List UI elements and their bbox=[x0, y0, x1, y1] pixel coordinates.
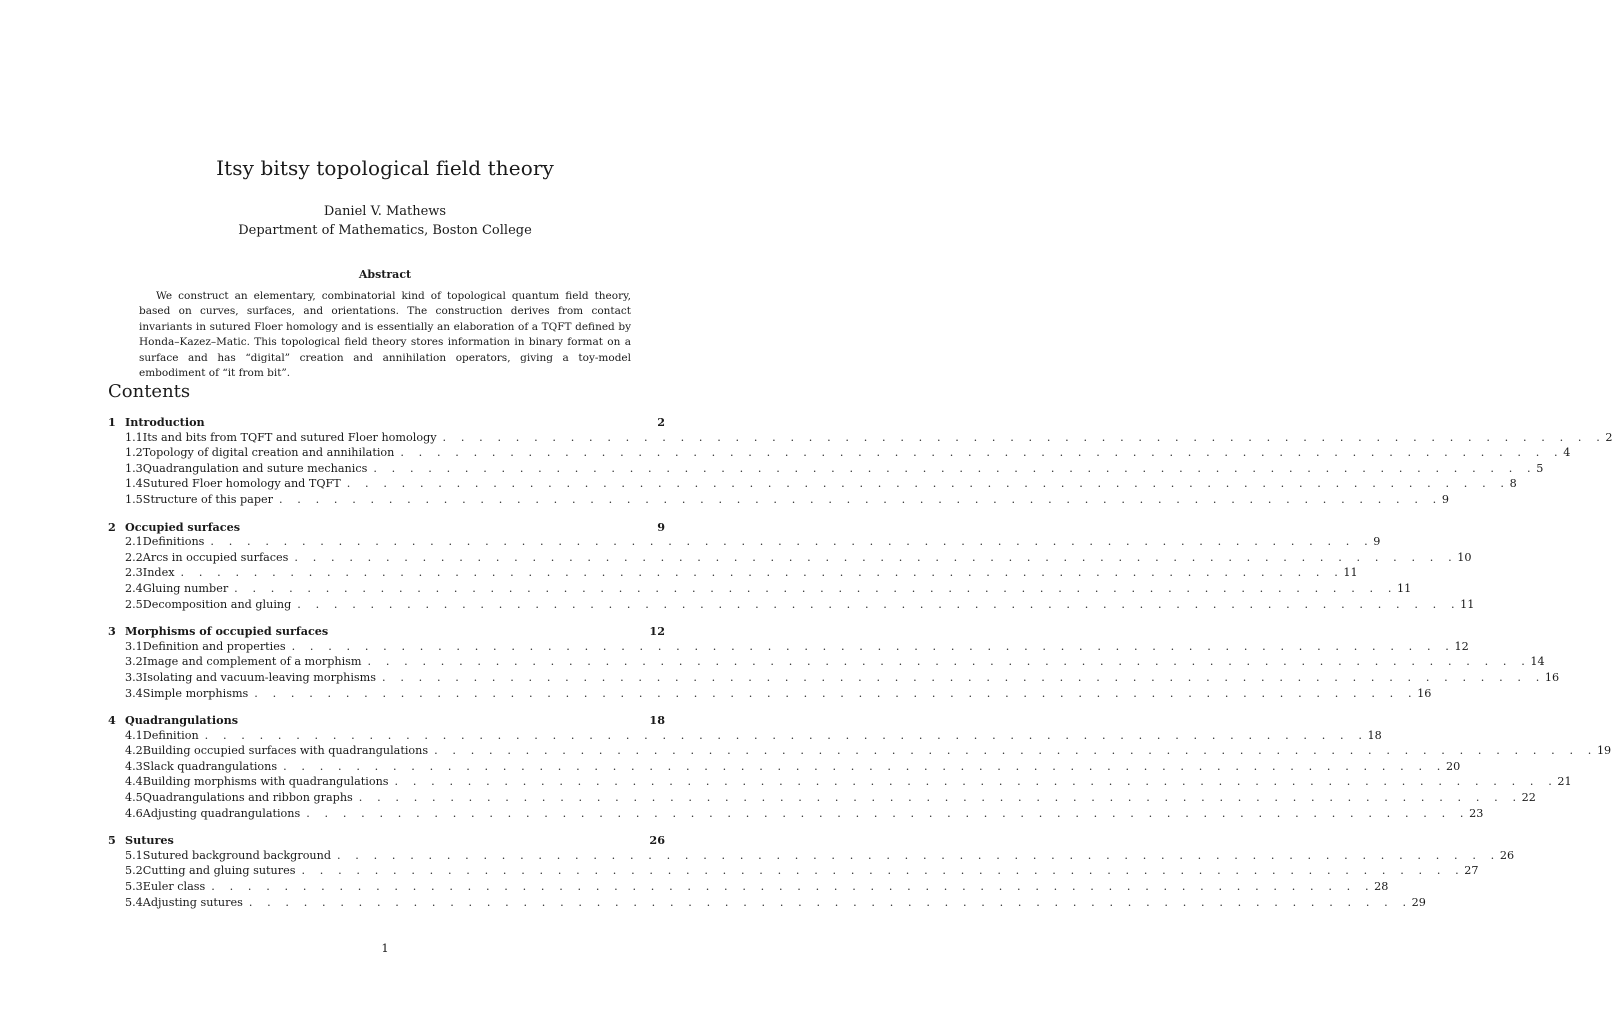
toc-subsection-entry[interactable] bbox=[108, 864, 1479, 880]
toc-subsection-page: 4 bbox=[1563, 446, 1571, 460]
page-number: 1 bbox=[381, 941, 389, 955]
toc-subsection-number: 5.4 bbox=[125, 895, 143, 909]
toc-dot-leader: . . . . . . . . . . . . . . . . . . . . . . . . . . . . . . . . . . . . . . . . . . . . . . . . . . . . . . . . . . . . . . . . bbox=[211, 880, 1375, 894]
toc-subsection-number: 4.1 bbox=[125, 728, 143, 742]
toc-section-page: 18 bbox=[649, 713, 665, 728]
toc-subsection-page: 22 bbox=[1521, 791, 1536, 805]
toc-subsection-number: 4.5 bbox=[125, 791, 143, 805]
toc-subsection-entry[interactable] bbox=[108, 806, 1484, 823]
toc-subsection-page: 16 bbox=[1544, 670, 1560, 684]
toc-dot-leader: . . . . . . . . . . . . . . . . . . . . . . . . . . . . . . . . . . . . . . . . . . . . . . . . . . . . . . . . . . . . . . . . bbox=[373, 461, 1537, 475]
toc-dot-leader: . . . . . . . . . . . . . . . . . . . . . . . . . . . . . . . . . . . . . . . . . . . . . . . . . . . . . . . . . . . . . . . . bbox=[337, 848, 1500, 862]
toc-subsection-entry[interactable] bbox=[108, 775, 1572, 791]
toc-dot-leader: . . . . . . . . . . . . . . . . . . . . . . . . . . . . . . . . . . . . . . . . . . . . . . . . . . . . . . . . . . . . . . . . bbox=[291, 639, 1455, 653]
toc-subsection-entry[interactable] bbox=[108, 446, 1571, 462]
author-affiliation: Department of Mathematics, Boston College bbox=[238, 223, 532, 238]
toc-subsection-number: 1.3 bbox=[125, 461, 143, 475]
toc-subsection-page: 20 bbox=[1445, 759, 1461, 773]
abstract-body bbox=[139, 289, 631, 381]
toc-section-title: Quadrangulations bbox=[125, 713, 238, 728]
toc-subsection-title: Sutured background background bbox=[143, 849, 337, 862]
toc-subsection-number: 3.1 bbox=[125, 639, 143, 653]
toc-subsection-page: 14 bbox=[1530, 655, 1545, 669]
toc-subsection-entry[interactable] bbox=[108, 728, 1382, 745]
toc-dot-leader: . . . . . . . . . . . . . . . . . . . . . . . . . . . . . . . . . . . . . . . . . . . . . . . . . . . . . . . . . . . . . . . . bbox=[283, 759, 1446, 773]
toc-subsection-number: 4.2 bbox=[125, 744, 143, 758]
toc-dot-leader: . . . . . . . . . . . . . . . . . . . . . . . . . . . . . . . . . . . . . . . . . . . . . . . . . . . . . . . . . . . . . . . . bbox=[434, 744, 1597, 758]
toc-subsection-entry[interactable] bbox=[108, 566, 1358, 582]
toc-section bbox=[108, 415, 1613, 509]
toc-subsection-entry[interactable] bbox=[108, 880, 1389, 896]
toc-section-page: 2 bbox=[657, 415, 665, 429]
toc-subsection-page: 11 bbox=[1397, 581, 1412, 595]
table-of-contents bbox=[108, 415, 1613, 922]
toc-dot-leader: . . . . . . . . . . . . . . . . . . . . . . . . . . . . . . . . . . . . . . . . . . . . . . . . . . . . . . . . . . . . . . . . bbox=[297, 597, 1461, 611]
toc-subsection-page: 26 bbox=[1499, 848, 1515, 862]
toc-subsection-page: 12 bbox=[1454, 639, 1469, 653]
toc-subsection-number: 2.2 bbox=[125, 550, 143, 564]
toc-subsection-title: Cutting and gluing sutures bbox=[143, 864, 302, 877]
toc-subsection-page: 11 bbox=[1460, 597, 1475, 611]
toc-dot-leader: . . . . . . . . . . . . . . . . . . . . . . . . . . . . . . . . . . . . . . . . . . . . . . . . . . . . . . . . . . . . . . . . bbox=[301, 864, 1465, 878]
toc-subsection-entry[interactable] bbox=[108, 492, 1449, 509]
toc-subsection-page: 29 bbox=[1411, 895, 1426, 909]
toc-dot-leader: . . . . . . . . . . . . . . . . . . . . . . . . . . . . . . . . . . . . . . . . . . . . . . . . . . . . . . . . . . . . . . . . bbox=[254, 686, 1418, 700]
toc-dot-leader: . . . . . . . . . . . . . . . . . . . . . . . . . . . . . . . . . . . . . . . . . . . . . . . . . . . . . . . . . . . . . . . . bbox=[367, 655, 1531, 669]
toc-subsection-title: Euler class bbox=[143, 880, 211, 893]
toc-subsection-entry[interactable] bbox=[108, 744, 1612, 760]
toc-section-entry[interactable] bbox=[108, 713, 665, 729]
toc-section-title: Introduction bbox=[125, 415, 205, 429]
toc-subsection-page: 8 bbox=[1509, 477, 1517, 491]
toc-subsection-entry[interactable] bbox=[108, 461, 1544, 478]
toc-subsection-entry[interactable] bbox=[108, 759, 1461, 776]
toc-subsection-number: 1.1 bbox=[125, 430, 143, 444]
toc-section-page: 12 bbox=[649, 624, 665, 639]
toc-subsection-entry[interactable] bbox=[108, 895, 1426, 912]
toc-subsection-number: 1.5 bbox=[125, 492, 143, 506]
toc-section bbox=[108, 624, 1560, 702]
toc-dot-leader: . . . . . . . . . . . . . . . . . . . . . . . . . . . . . . . . . . . . . . . . . . . . . . . . . . . . . . . . . . . . . . . . bbox=[278, 492, 1442, 506]
toc-subsection-title: Quadrangulations and ribbon graphs bbox=[143, 791, 359, 804]
toc-subsection-page: 19 bbox=[1596, 744, 1612, 758]
toc-subsection-title: Adjusting quadrangulations bbox=[143, 807, 306, 820]
toc-subsection-title: Adjusting sutures bbox=[143, 896, 249, 909]
toc-section-entry[interactable] bbox=[108, 520, 665, 536]
toc-subsection-number: 1.2 bbox=[125, 446, 143, 460]
toc-dot-leader: . . . . . . . . . . . . . . . . . . . . . . . . . . . . . . . . . . . . . . . . . . . . . . . . . . . . . . . . . . . . . . . . bbox=[180, 566, 1344, 580]
toc-section-number: 5 bbox=[108, 833, 116, 848]
toc-subsection-number: 4.6 bbox=[125, 806, 143, 820]
toc-subsection-page: 27 bbox=[1464, 864, 1479, 878]
toc-section-number: 1 bbox=[108, 415, 116, 429]
toc-subsection-number: 2.1 bbox=[125, 535, 143, 549]
toc-section-entry[interactable] bbox=[108, 415, 665, 431]
toc-subsection-entry[interactable] bbox=[108, 581, 1412, 598]
toc-dot-leader: . . . . . . . . . . . . . . . . . . . . . . . . . . . . . . . . . . . . . . . . . . . . . . . . . . . . . . . . . . . . . . . . bbox=[234, 581, 1398, 595]
toc-section-entry[interactable] bbox=[108, 624, 665, 640]
toc-section-title: Occupied surfaces bbox=[125, 519, 241, 534]
toc-subsection-title: Quadrangulation and suture mechanics bbox=[143, 462, 374, 475]
toc-subsection-entry[interactable] bbox=[108, 477, 1517, 493]
toc-subsection-title: Structure of this paper bbox=[143, 493, 279, 506]
toc-subsection-title: Definition bbox=[143, 729, 205, 742]
toc-subsection-number: 5.2 bbox=[125, 864, 143, 878]
toc-subsection-title: Gluing number bbox=[143, 582, 234, 595]
toc-dot-leader: . . . . . . . . . . . . . . . . . . . . . . . . . . . . . . . . . . . . . . . . . . . . . . . . . . . . . . . . . . . . . . . . bbox=[294, 550, 1458, 564]
toc-dot-leader: . . . . . . . . . . . . . . . . . . . . . . . . . . . . . . . . . . . . . . . . . . . . . . . . . . . . . . . . . . . . . . . . bbox=[306, 806, 1470, 820]
toc-subsection-number: 1.4 bbox=[125, 477, 143, 491]
toc-subsection-entry[interactable] bbox=[108, 535, 1381, 551]
toc-dot-leader: . . . . . . . . . . . . . . . . . . . . . . . . . . . . . . . . . . . . . . . . . . . . . . . . . . . . . . . . . . . . . . . . bbox=[210, 535, 1374, 549]
toc-dot-leader: . . . . . . . . . . . . . . . . . . . . . . . . . . . . . . . . . . . . . . . . . . . . . . . . . . . . . . . . . . . . . . . . bbox=[394, 775, 1558, 789]
toc-subsection-page: 2 bbox=[1605, 430, 1613, 444]
toc-section bbox=[108, 519, 1475, 614]
toc-section bbox=[108, 713, 1612, 822]
toc-subsection-entry[interactable] bbox=[108, 686, 1432, 703]
toc-dot-leader: . . . . . . . . . . . . . . . . . . . . . . . . . . . . . . . . . . . . . . . . . . . . . . . . . . . . . . . . . . . . . . . . bbox=[358, 791, 1522, 805]
toc-subsection-title: Its and bits from TQFT and sutured Floer homology bbox=[143, 431, 443, 444]
toc-subsection-entry[interactable] bbox=[108, 670, 1560, 687]
toc-section-title: Morphisms of occupied surfaces bbox=[125, 624, 329, 639]
toc-subsection-entry[interactable] bbox=[108, 597, 1475, 614]
toc-subsection-title: Simple morphisms bbox=[143, 687, 255, 700]
toc-subsection-title: Definition and properties bbox=[143, 640, 292, 653]
toc-subsection-page: 21 bbox=[1557, 775, 1572, 789]
toc-subsection-page: 9 bbox=[1373, 535, 1381, 549]
toc-subsection-number: 5.3 bbox=[125, 880, 143, 894]
toc-subsection-title: Slack quadrangulations bbox=[143, 760, 283, 773]
toc-section bbox=[108, 833, 1515, 911]
toc-subsection-entry[interactable] bbox=[108, 791, 1536, 807]
toc-subsection-entry[interactable] bbox=[108, 639, 1469, 656]
toc-dot-leader: . . . . . . . . . . . . . . . . . . . . . . . . . . . . . . . . . . . . . . . . . . . . . . . . . . . . . . . . . . . . . . . . bbox=[442, 430, 1606, 444]
abstract-text: We construct an elementary, combinatorial kind of topological quantum field theory, based on curves, surfaces, and orientations. The construction derives from contact invariants in sutured Floer homology and is essentially an elaboration of a TQFT defined by Honda–Kazez–Matic. This topological field theory stores information in binary format on a surface and has “digital” creation and annihilation operators, giving a toy-model embodiment of “it from bit”. bbox=[139, 290, 631, 380]
toc-section-page: 9 bbox=[657, 519, 665, 534]
toc-subsection-number: 3.2 bbox=[125, 655, 143, 669]
toc-dot-leader: . . . . . . . . . . . . . . . . . . . . . . . . . . . . . . . . . . . . . . . . . . . . . . . . . . . . . . . . . . . . . . . . bbox=[346, 477, 1510, 491]
paper-title: Itsy bitsy topological field theory bbox=[216, 156, 554, 180]
toc-subsection-title: Definitions bbox=[143, 535, 211, 548]
toc-subsection-number: 2.4 bbox=[125, 581, 143, 595]
author-name: Daniel V. Mathews bbox=[323, 204, 447, 219]
toc-subsection-page: 10 bbox=[1457, 550, 1472, 564]
toc-section-entry[interactable] bbox=[108, 833, 665, 849]
toc-subsection-number: 4.4 bbox=[125, 775, 143, 789]
toc-subsection-title: Index bbox=[143, 566, 181, 579]
toc-section-number: 4 bbox=[108, 713, 116, 728]
toc-subsection-entry[interactable] bbox=[108, 655, 1545, 671]
toc-subsection-number: 2.5 bbox=[125, 597, 143, 611]
toc-subsection-title: Decomposition and gluing bbox=[143, 598, 297, 611]
toc-subsection-title: Image and complement of a morphism bbox=[143, 655, 368, 668]
toc-subsection-page: 16 bbox=[1417, 686, 1432, 700]
toc-subsection-entry[interactable] bbox=[108, 430, 1613, 447]
toc-dot-leader: . . . . . . . . . . . . . . . . . . . . . . . . . . . . . . . . . . . . . . . . . . . . . . . . . . . . . . . . . . . . . . . . bbox=[382, 670, 1545, 684]
toc-section-page: 26 bbox=[649, 833, 665, 848]
toc-subsection-title: Sutured Floer homology and TQFT bbox=[143, 477, 347, 490]
toc-section-number: 2 bbox=[108, 519, 116, 534]
toc-subsection-number: 5.1 bbox=[125, 848, 143, 862]
toc-section-title: Sutures bbox=[125, 833, 174, 848]
toc-dot-leader: . . . . . . . . . . . . . . . . . . . . . . . . . . . . . . . . . . . . . . . . . . . . . . . . . . . . . . . . . . . . . . . . bbox=[204, 728, 1368, 742]
toc-subsection-page: 9 bbox=[1441, 492, 1449, 506]
toc-subsection-page: 5 bbox=[1536, 461, 1544, 475]
toc-subsection-title: Isolating and vacuum-leaving morphisms bbox=[143, 671, 382, 684]
toc-subsection-number: 3.4 bbox=[125, 686, 143, 700]
toc-dot-leader: . . . . . . . . . . . . . . . . . . . . . . . . . . . . . . . . . . . . . . . . . . . . . . . . . . . . . . . . . . . . . . . . bbox=[248, 895, 1412, 909]
contents-heading: Contents bbox=[108, 381, 191, 402]
toc-dot-leader: . . . . . . . . . . . . . . . . . . . . . . . . . . . . . . . . . . . . . . . . . . . . . . . . . . . . . . . . . . . . . . . . bbox=[400, 446, 1564, 460]
toc-subsection-page: 18 bbox=[1367, 728, 1382, 742]
abstract-heading: Abstract bbox=[358, 268, 412, 281]
toc-subsection-title: Building occupied surfaces with quadrangulations bbox=[143, 744, 434, 757]
toc-subsection-number: 3.3 bbox=[125, 670, 143, 684]
toc-section-number: 3 bbox=[108, 624, 116, 639]
author-block bbox=[0, 202, 770, 240]
toc-subsection-title: Arcs in occupied surfaces bbox=[143, 551, 295, 564]
toc-subsection-entry[interactable] bbox=[108, 848, 1515, 865]
toc-subsection-page: 23 bbox=[1469, 806, 1484, 820]
toc-subsection-title: Topology of digital creation and annihilation bbox=[143, 446, 401, 459]
toc-subsection-page: 11 bbox=[1343, 566, 1358, 580]
toc-subsection-number: 4.3 bbox=[125, 759, 143, 773]
toc-subsection-number: 2.3 bbox=[125, 566, 143, 580]
toc-subsection-title: Building morphisms with quadrangulations bbox=[143, 775, 395, 788]
toc-subsection-page: 28 bbox=[1374, 880, 1389, 894]
toc-subsection-entry[interactable] bbox=[108, 550, 1472, 567]
